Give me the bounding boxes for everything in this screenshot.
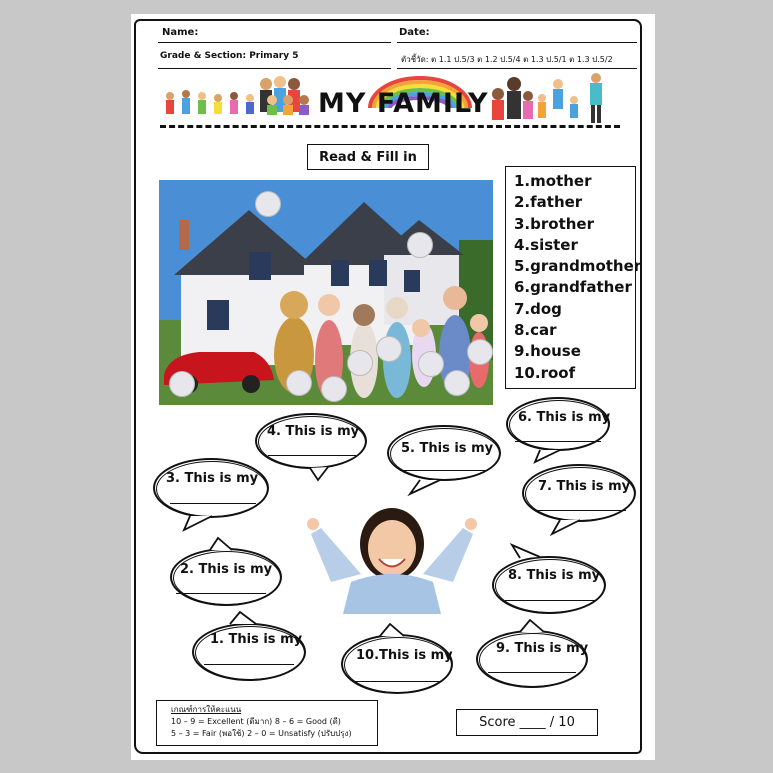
criteria-line-2: 5 – 3 = Fair (พอใช้) 2 – 0 = Unsatisfy (ปรับปรุง) — [171, 729, 352, 738]
name-label: Name: — [162, 27, 199, 38]
date-label: Date: — [399, 27, 430, 38]
bubble-6-text: 6. This is my — [518, 410, 611, 425]
word-item: 5.grandmother — [514, 257, 642, 276]
bubble-3-text: 3. This is my — [166, 471, 259, 486]
bubble-4-text: 4. This is my — [267, 424, 360, 439]
word-item: 2.father — [514, 193, 583, 212]
word-item: 8.car — [514, 321, 557, 340]
word-item: 4.sister — [514, 235, 578, 254]
scoring-criteria — [156, 700, 378, 746]
bubble-2-text: 2. This is my — [180, 562, 273, 577]
bubble-10-text: 10.This is my — [356, 648, 453, 663]
criteria-line-1: 10 – 9 = Excellent (ดีมาก) 8 – 6 = Good (ดี) — [171, 717, 341, 726]
girl-photo — [301, 504, 483, 614]
bubble-1-text: 1. This is my — [210, 632, 303, 647]
bubble-9-text: 9. This is my — [496, 641, 589, 656]
bubble-5-text: 5. This is my — [401, 441, 494, 456]
word-item: 1.mother — [514, 172, 592, 190]
word-item: 6.grandfather — [514, 278, 632, 297]
word-item: 10.roof — [514, 363, 576, 382]
page-title: MY FAMILY — [318, 88, 489, 119]
word-item: 7.dog — [514, 299, 562, 318]
indicator-label: ตัวชี้วัด: ต 1.1 ป.5/3 ต 1.2 ป.5/4 ต 1.3 ป.5/1 ต 1.3 ป.5/2 — [401, 55, 613, 64]
word-item: 3.brother — [514, 214, 594, 233]
criteria-heading: เกณฑ์การให้คะแนน — [171, 705, 242, 714]
score-box: Score ____ / 10 — [456, 709, 598, 736]
grade-label: Grade & Section: Primary 5 — [160, 51, 299, 61]
bubble-8-text: 8. This is my — [508, 568, 601, 583]
word-item: 9.house — [514, 342, 581, 361]
bubble-7-text: 7. This is my — [538, 479, 631, 494]
instruction-box: Read & Fill in — [307, 144, 429, 170]
